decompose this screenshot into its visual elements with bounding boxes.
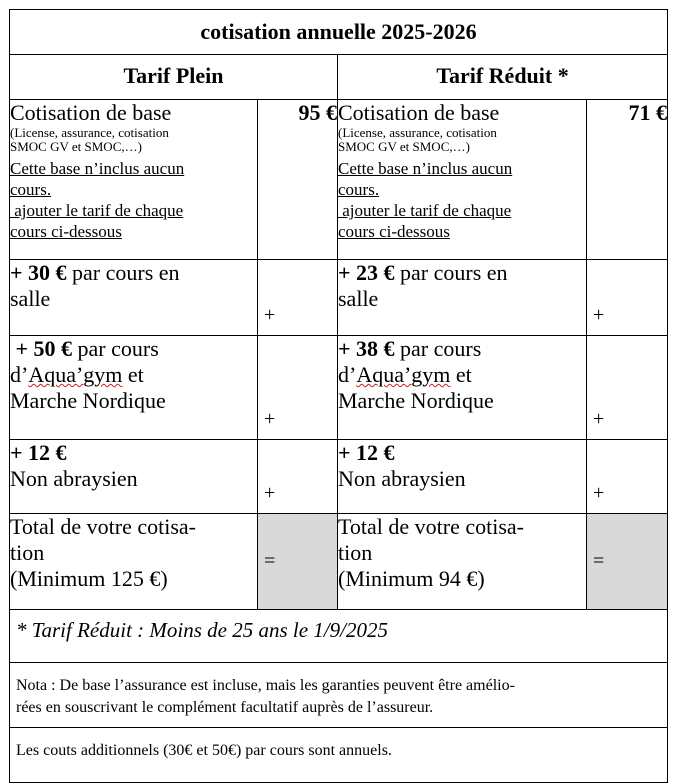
- reduit-base-note-1: Cette base n’inclus aucun: [338, 159, 513, 178]
- plein-base-label: Cotisation de base: [10, 100, 172, 125]
- reduit-salle-text-1: par cours en: [394, 260, 508, 285]
- plein-aqua-plus: +: [258, 336, 338, 440]
- plein-aqua-text-3: Marche Nordique: [10, 388, 166, 413]
- reduit-salle-plus: +: [587, 260, 668, 336]
- reduit-base-label: Cotisation de base: [338, 100, 500, 125]
- reduit-aqua-text-2b: Aqua’gym: [356, 362, 451, 387]
- plein-base-cell: [10, 100, 258, 260]
- plein-total-2: tion: [10, 540, 45, 565]
- reduit-total-1: Total de votre cotisa-: [338, 514, 525, 539]
- reduit-abra-cell: [338, 440, 587, 514]
- plein-abra-plus: +: [258, 440, 338, 514]
- reduit-base-note-3: ajouter le tarif de chaque: [338, 201, 512, 220]
- reduit-salle-text-2: salle: [338, 286, 379, 311]
- reduit-base-detail-1: (License, assurance, cotisation: [338, 125, 497, 140]
- plein-salle-plus: +: [258, 260, 338, 336]
- reduit-aqua-text-2c: et: [450, 362, 472, 387]
- plein-salle-text-2: salle: [10, 286, 51, 311]
- plein-total-3: (Minimum 125 €): [10, 566, 168, 591]
- plein-salle-cell: [10, 260, 258, 336]
- plein-abra-price: + 12 €: [10, 440, 67, 465]
- reduit-abra-price: + 12 €: [338, 440, 395, 465]
- plein-aqua-text-2b: Aqua’gym: [28, 362, 123, 387]
- plein-base-detail-2: SMOC GV et SMOC,…): [10, 139, 142, 154]
- reduit-base-price: 71 €: [587, 100, 668, 260]
- plein-total-1: Total de votre cotisa-: [10, 514, 197, 539]
- reduit-total-2: tion: [338, 540, 373, 565]
- plein-salle-price: + 30 €: [10, 260, 67, 285]
- reduit-aqua-text-2a: d’: [338, 362, 357, 387]
- reduit-aqua-cell: [338, 336, 587, 440]
- plein-total-equals: =: [258, 514, 338, 610]
- plein-aqua-text-2c: et: [122, 362, 144, 387]
- reduit-total-3: (Minimum 94 €): [338, 566, 485, 591]
- header-tarif-reduit: Tarif Réduit *: [338, 55, 668, 100]
- header-tarif-plein: Tarif Plein: [10, 55, 338, 100]
- plein-base-note-1: Cette base n’inclus aucun: [10, 159, 185, 178]
- plein-base-note-4: cours ci-dessous: [10, 222, 122, 241]
- reduit-base-detail-2: SMOC GV et SMOC,…): [338, 139, 470, 154]
- reduit-abra-plus: +: [587, 440, 668, 514]
- reduit-salle-cell: [338, 260, 587, 336]
- nota-text: [10, 663, 668, 728]
- plein-base-note-2: cours.: [10, 180, 52, 199]
- plein-aqua-cell: [10, 336, 258, 440]
- footnote-tarif-reduit: * Tarif Réduit : Moins de 25 ans le 1/9/2025: [10, 610, 668, 663]
- plein-abra-cell: [10, 440, 258, 514]
- reduit-base-note-4: cours ci-dessous: [338, 222, 450, 241]
- reduit-aqua-plus: +: [587, 336, 668, 440]
- reduit-total-cell: [338, 514, 587, 610]
- reduit-salle-price: + 23 €: [338, 260, 395, 285]
- nota-line-1: Nota : De base l’assurance est incluse, mais les garanties peuvent être amélio-: [16, 677, 515, 694]
- plein-salle-text-1: par cours en: [66, 260, 180, 285]
- plein-base-price: 95 €: [258, 100, 338, 260]
- plein-base-detail-1: (License, assurance, cotisation: [10, 125, 169, 140]
- table-title: cotisation annuelle 2025-2026: [10, 10, 668, 55]
- nota-line-2: rées en souscrivant le complément facultatif auprès de l’assureur.: [16, 699, 434, 716]
- reduit-base-note-2: cours.: [338, 180, 380, 199]
- reduit-aqua-text-1: par cours: [394, 336, 482, 361]
- plein-aqua-price: + 50 €: [10, 336, 73, 361]
- plein-aqua-text-2a: d’: [10, 362, 29, 387]
- reduit-abra-text: Non abraysien: [338, 466, 466, 491]
- reduit-aqua-text-3: Marche Nordique: [338, 388, 494, 413]
- plein-aqua-text-1: par cours: [72, 336, 159, 361]
- plein-total-cell: [10, 514, 258, 610]
- plein-abra-text: Non abraysien: [10, 466, 138, 491]
- plein-base-note-3: ajouter le tarif de chaque: [10, 201, 184, 220]
- extra-cost-note: Les couts additionnels (30€ et 50€) par cours sont annuels.: [10, 728, 668, 783]
- reduit-base-cell: [338, 100, 587, 260]
- reduit-aqua-price: + 38 €: [338, 336, 395, 361]
- reduit-total-equals: =: [587, 514, 668, 610]
- cotisation-table: [9, 9, 668, 783]
